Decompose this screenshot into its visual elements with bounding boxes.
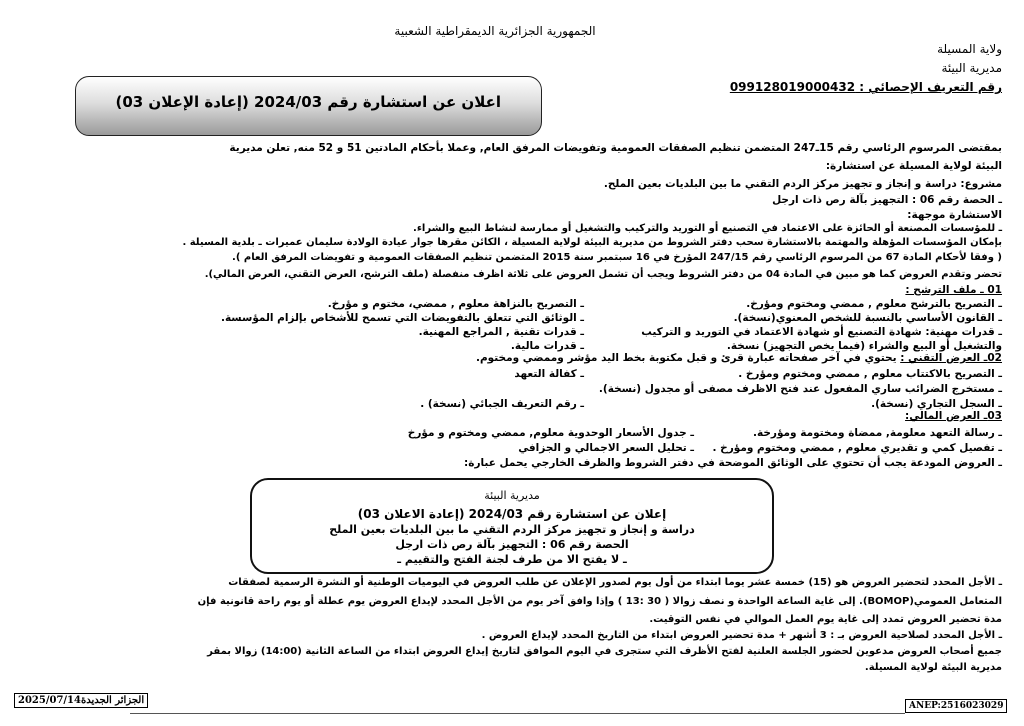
intro-line: بمقتضى المرسوم الرئاسي رقم 15ـ247 المتضمن تنظيم الصفقات العمومية وتفويضات المرفق العام, وعملا بأحكام المادتين 51 و 52 منه, تعلن مديرية <box>229 142 1002 154</box>
statistical-id: رقم التعريف الإحصائي : 099128019000432 <box>729 80 1002 94</box>
notice-project: دراسة و إنجاز و تجهيز مركز الردم التقني ما بين البلديات بعين الملح <box>329 523 695 536</box>
intro-line: ـ للمؤسسات المصنعة أو الحائزة على الاعتماد في التصنيع أو التوريد والتركيب والتشغيل أو ممارسة لنشاط البيع والشراء. <box>413 223 1002 234</box>
list-item: ـ جدول الأسعار الوحدوية معلوم, ممضي ومختوم و مؤرخ <box>407 427 694 439</box>
list-item: والتشغيل أو البيع والشراء (فيما يخص التجهيز) نسخة. <box>726 340 1002 352</box>
list-item: ـ مستخرج الضرائب ساري المفعول عند فتح الاظرف مصفى أو مجدول (نسخة). <box>598 383 1002 395</box>
list-item: ـ قدرات تقنية , المراجع المهنية. <box>418 326 584 338</box>
notice-title: إعلان عن استشارة رقم 2024/03 (إعادة الاعلان 03) <box>357 507 667 521</box>
announcement-title: اعلان عن استشارة رقم 2024/03 (إعادة الإعلان 03) <box>115 93 501 111</box>
newspaper-date: الجزائر الجديدة2025/07/14 <box>14 693 148 708</box>
targeted-heading: الاستشارة موجهة: <box>907 209 1002 221</box>
announcement-title-box <box>75 76 542 136</box>
list-item: ـ القانون الأساسي بالنسبة للشخص المعنوي(نسخة). <box>733 312 1002 324</box>
list-item: ـ التصريح بالترشح معلوم , ممضي ومختوم ومؤرخ. <box>746 298 1002 310</box>
project-line: مشروع: دراسة و إنجاز و تجهيز مركز الردم التقني ما بين البلديات بعين الملح. <box>603 178 1002 190</box>
list-item: ـ الوثائق التي تتعلق بالتفويضات التي تسمح للأشخاص بإلزام المؤسسة. <box>220 312 584 324</box>
closing-line: مدة تحضير العروض تمدد إلى غاية يوم العمل الموالي في نفس التوقيت. <box>649 614 1002 625</box>
closing-line: جميع أصحاب العروض مدعوين لحضور الجلسة العلنية لفتح الأظرف التي ستجرى في اليوم الموافق لتاريخ إيداع العروض ابتداء من الساعة الثانية (14:00) زوالا بمقر <box>207 646 1002 657</box>
closing-line: مديرية البيئة لولاية المسيلة. <box>864 662 1002 673</box>
closing-line: ـ الأجل المحدد لتحضير العروض هو (15) خمسة عشر يوما ابتداء من أول يوم لصدور الإعلان عن طلب العروض في اليوميات الوطنية أو النشرة الرسمية لصفقات <box>228 577 1002 588</box>
list-item: ـ التصريح بالاكتتاب معلوم , ممضي ومختوم ومؤرخ . <box>738 368 1002 380</box>
section2-heading-line <box>476 351 1002 365</box>
list-item: ـ قدرات مالية. <box>510 340 584 352</box>
section2-heading: 02ـ العرض التقني : <box>900 352 1002 364</box>
envelope-notice-box <box>250 478 774 574</box>
list-item: ـ تحليل السعر الاجمالي و الجزافي <box>518 442 694 454</box>
intro-line: بإمكان المؤسسات المؤهلة والمهتمة بالاستشارة سحب دفتر الشروط من مديرية البيئة لولاية المسيلة ، الكائن مقرها جوار عيادة الولادة سليمان عميرات ـ بلدية المسيلة . <box>182 237 1002 248</box>
list-item: ـ رقم التعريف الجبائي (نسخة) . <box>420 398 584 410</box>
list-item: ـ تفصيل كمي و تقديري معلوم , ممضي ومختوم ومؤرخ . <box>712 442 1002 454</box>
wilaya-name: ولاية المسيلة <box>937 42 1002 56</box>
list-item: ـ التصريح بالنزاهة معلوم , ممضي، مختوم و مؤرخ. <box>327 298 584 310</box>
list-item: ـ رسالة التعهد معلومة, ممضاة ومختومة ومؤرخة. <box>753 427 1002 439</box>
notice-warning: ـ لا يفتح الا من طرف لجنة الفتح والتقييم ـ <box>397 553 627 566</box>
list-item: ـ السجل التجاري (نسخة). <box>871 398 1002 410</box>
footer-rule <box>130 713 905 714</box>
list-item: ـ قدرات مهنية: شهادة التصنيع أو شهادة الاعتماد في التوريد و التركيب <box>641 326 1002 338</box>
list-item: ـ العروض المودعة يجب أن تحتوي على الوثائق الموضحة في دفتر الشروط والظرف الخارجي يحمل عبارة: <box>464 457 1002 469</box>
section3-heading: 03ـ العرض المالي: <box>905 410 1002 422</box>
anep-reference: ANEP:2516023029 <box>905 699 1007 713</box>
list-item: ـ كفالة التعهد <box>514 368 584 380</box>
intro-line: ( وفقا لأحكام المادة 67 من المرسوم الرئاسي رقم 247/15 المؤرخ في 16 سبتمبر سنة 2015 المتضمن تنظيم الصفقات العمومية و تفويضات المرفق العام ). <box>232 252 1002 263</box>
closing-line: المتعامل العمومي(BOMOP). إلى غاية الساعة الواحدة و نصف زوالا ( 30 :13 ) وإذا وافق آخر يوم من الأجل المحدد لإيداع العروض يوم عطلة أو يوم راحة قانونية فإن <box>197 596 1002 607</box>
closing-line: ـ الأجل المحدد لصلاحية العروض بـ : 3 أشهر + مدة تحضير العروض ابتداء من التاريخ المحدد لإيداع العروض . <box>481 630 1002 641</box>
notice-lot: الحصة رقم 06 : التجهيز بآلة رص ذات ارجل <box>395 538 629 551</box>
intro-line: تحضر وتقدم العروض كما هو مبين في المادة 04 من دفتر الشروط ويجب أن تشمل العروض على ثلاثة اظرف منفصلة (ملف الترشح، العرض التقني، العرض المالي). <box>204 269 1002 280</box>
lot-line: ـ الحصة رقم 06 : التجهيز بآلة رص ذات ارجل <box>772 194 1002 206</box>
directorate-name: مديرية البيئة <box>941 61 1002 75</box>
section2-description: يحتوي في آخر صفحاته عبارة قرئ و قبل مكتوبة بخط اليد مؤشر وممضي ومختوم. <box>475 352 901 364</box>
notice-directorate: مديرية البيئة <box>484 489 540 502</box>
intro-line: البيئة لولاية المسيلة عن استشارة: <box>825 160 1002 172</box>
republic-header: الجمهورية الجزائرية الديمقراطية الشعبية <box>394 24 596 38</box>
section1-heading: 01 ـ ملف الترشح : <box>905 284 1002 296</box>
